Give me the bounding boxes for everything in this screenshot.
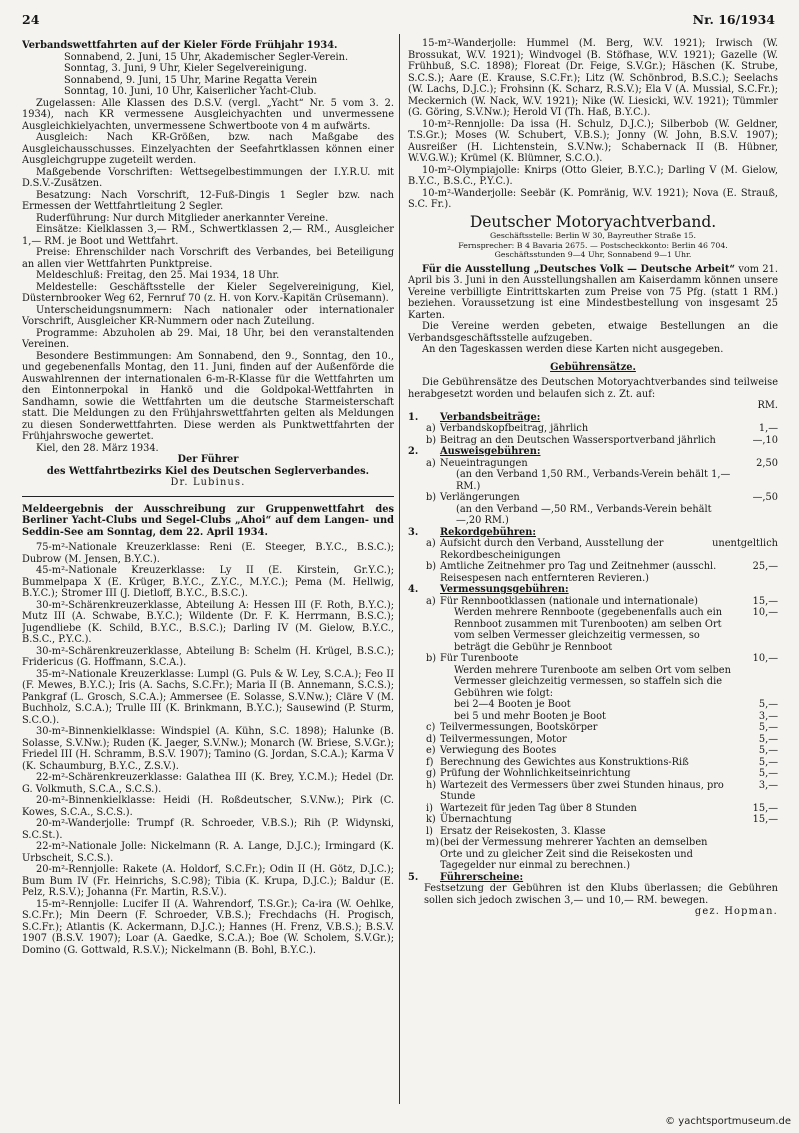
- fee-section-heading: [408, 446, 778, 458]
- fee-row: [408, 734, 778, 746]
- kiel-signature-title: Der Führer: [177, 454, 239, 465]
- results-class-entry: 15-m²-Rennjolle: Lucifer II (A. Wahrendorf, T.S.Gr.); Ca-ira (W. Oehlke, S.C.Fr.); Min Deern (F. Schroeder, V.B.S.); Frechdachs (H. Progisch, S.C.Fr.); Atlantis (K. Ackermann, D.J.C.); Hannes (H. Frenz, V.B.S.); B.S.V. 1907 (B.S.V. 1907); Loar (A. Gaedke, S.C.A.); Boe (W. Scholem, S.V.Gr.); Domino (G. Gottwald, R.S.V.); Nickelmann (B. Bohl, B.Y.C.).: [22, 898, 394, 956]
- fee-item-letter: f): [426, 756, 434, 768]
- expo-lead: Für die Ausstellung „Deutsches Volk — Deutsche Arbeit“: [422, 263, 736, 275]
- results-class-entry: 22-m²-Nationale Jolle: Nickelmann (R. A. Lange, D.J.C.); Irmingard (K. Urbscheit, S.C.S.).: [22, 841, 394, 864]
- fee-item-letter: b): [426, 492, 437, 503]
- fee-amount: unentgeltlich: [712, 538, 778, 549]
- results-class-entry: 20-m²-Wanderjolle: Trumpf (R. Schroeder, V.B.S.); Rih (P. Widynski, S.C.St.).: [22, 818, 394, 841]
- schedule-item: Sonntag, 10. Juni, 10 Uhr, Kaiserlicher Yacht-Club.: [64, 86, 317, 97]
- fee-item-letter: b): [426, 653, 437, 664]
- fee-item-letter: m): [426, 837, 440, 848]
- fee-description: (an den Verband —,50 RM., Verbands-Verein behält —,20 RM.): [456, 503, 712, 526]
- fee-amount: 25,—: [752, 561, 778, 572]
- fee-description: Teilvermessungen, Motor: [440, 733, 567, 745]
- fee-item-letter: g): [426, 768, 437, 779]
- fee-description: Rekordgebühren:: [440, 526, 537, 538]
- results-class-entry: 30-m²-Schärenkreuzerklasse, Abteilung A: Hessen III (F. Roth, B.Y.C.); Mutz III (A. Schwabe, B.Y.C.); Wildente (Dr. F. K. Herrmann, B.S.C.); Jugendliebe (K. Schild, B.Y.C., B.S.C.); Darling IV (M. Gielow, B.Y.C., B.S.C., P.Y.C.).: [22, 599, 394, 645]
- fee-item-letter: h): [426, 779, 437, 791]
- results-article: [22, 504, 394, 957]
- fee-row: [408, 826, 778, 838]
- kiel-paragraph: Preise: Ehrenschilder nach Vorschrift des Verbandes, bei Beteiligung an allen vier Wettfahrten Punktpreise.: [22, 247, 394, 270]
- fee-amount: 5,—: [758, 745, 778, 756]
- fee-description: (bei der Vermessung mehrerer Yachten an demselben Orte und zu gleicher Zeit sind die Reisekosten und Tagegelder nur einmal zu berechnen.): [440, 837, 708, 871]
- results-class-entry: 15-m²-Wanderjolle: Hummel (M. Berg, W.V. 1921); Irwisch (W. Brossukat, W.V. 1921); Windvogel (B. Stöfhase, W.V. 1921); Gazelle (W. Frühbuß, S.C. 1898); Floreat (Dr. Feige, S.V.Gr.); Häschen (K. Strube, S.C.S.); Aare (E. Krause, S.C.Fr.); Litz (W. Schönbrod, B.S.C.); Seelachs (W. Lachs, D.J.C.); Frohsinn (K. Scharz, R.S.V.); Ela V (A. Mussial, S.C.Fr.); Meckernich (W. Nack, W.V. 1921); Nike (W. Liesicki, W.V. 1921); Tümmler (G. Göring, S.V.Nw.); Herold VI (Th. Haß, B.Y.C.).: [408, 38, 778, 118]
- fee-section-heading: [408, 527, 778, 539]
- fee-amount: 15,—: [752, 595, 778, 607]
- fee-row: [408, 492, 778, 504]
- kiel-schedule: [22, 52, 394, 98]
- results-class-entry: 45-m²-Nationale Kreuzerklasse: Ly II (E. Kirstein, Gr.Y.C.); Bummelpapa X (E. Krüger, B.Y.C., Z.Y.C., M.Y.C.); Pema (M. Hellwig, B.Y.C.); Stromer III (J. Dietloff, B.Y.C., B.S.C.).: [22, 565, 394, 599]
- fee-amount: 10,—: [752, 653, 778, 664]
- fee-amount: 2,50: [756, 457, 778, 469]
- fee-description: Teilvermessungen, Bootskörper: [440, 722, 598, 733]
- fee-section-number: 4.: [408, 584, 419, 595]
- expo-paragraph: An den Tageskassen werden diese Karten nicht ausgegeben.: [422, 344, 724, 355]
- kiel-paragraph: Unterscheidungsnummern: Nach nationaler oder internationaler Vorschrift, Ausgleicher KR-Nummern oder nach Zuteilung.: [22, 304, 394, 327]
- fee-description: Verwiegung des Bootes: [440, 745, 557, 756]
- fees-currency: RM.: [757, 400, 778, 411]
- motoryacht-title: Deutscher Motoryachtverband.: [469, 212, 717, 231]
- fee-section-number: 3.: [408, 526, 419, 538]
- schedule-item: Sonntag, 3. Juni, 9 Uhr, Kieler Segelvereinigung.: [64, 63, 307, 74]
- fee-item-letter: k): [426, 814, 436, 825]
- fee-row: [408, 780, 778, 803]
- motoryacht-hours: Geschäftsstunden 9—4 Uhr, Sonnabend 9—1 Uhr.: [494, 250, 692, 259]
- fee-description: Werden mehrere Turenboote am selben Ort vom selben Vermesser gleichzeitig vermessen, so staffeln sich die Gebühren wie folgt:: [454, 664, 731, 699]
- fee-description: Ausweisgebühren:: [440, 446, 541, 457]
- fee-amount: 10,—: [752, 607, 778, 618]
- fee-row: [408, 745, 778, 757]
- fee-description: Vermessungsgebühren:: [440, 584, 569, 595]
- fee-item-letter: a): [426, 423, 436, 434]
- results-class-entry: 35-m²-Nationale Kreuzerklasse: Lumpl (G. Puls & W. Ley, S.C.A.); Feo II (F. Mewes, B.Y.C.); Iris (A. Sachs, S.C.Fr.); Maria II (B. Annemann, S.C.S.); Pankgraf (L. Grosch, S.C.A.); Ammersee (E. Solasse, S.V.Nw.); Cläre V (M. Buchholz, S.C.A.); Trulle III (K. Brinkmann, B.Y.C.); Sausewind (P. Sturm, S.C.O.).: [22, 668, 394, 726]
- results-class-entry: 10-m²-Olympiajolle: Knirps (Otto Gleier, B.Y.C.); Darling V (M. Gielow, B.Y.C., B.S.C., P.Y.C.).: [408, 164, 778, 187]
- kiel-paragraph: Ausgleich: Nach KR-Größen, bzw. nach Maßgabe des Ausgleichausschusses. Einzelyachten der Seefahrtklassen können einer Ausgleichgruppe zugeteilt werden.: [22, 132, 394, 166]
- fee-amount: 5,—: [758, 699, 778, 710]
- fee-description: Führerscheine:: [440, 871, 524, 883]
- fee-row: [408, 458, 778, 470]
- fee-amount: 15,—: [752, 814, 778, 825]
- results-class-entry: 20-m²-Binnenkielklasse: Heidi (H. Roßdeutscher, S.V.Nw.); Pirk (C. Kowes, S.C.A., S.C.S.).: [22, 795, 394, 818]
- fee-description: Übernachtung: [440, 814, 512, 825]
- fee-row: [408, 665, 778, 700]
- fee-amount: 5,—: [758, 756, 778, 768]
- fee-row: [408, 837, 778, 872]
- fee-description: Verbandsbeiträge:: [440, 411, 541, 423]
- kiel-signature-org: des Wettfahrtbezirks Kiel des Deutschen Seglerverbandes.: [46, 465, 370, 477]
- fee-amount: 3,—: [758, 779, 778, 791]
- fee-item-letter: a): [426, 595, 436, 607]
- fee-amount: 5,—: [758, 722, 778, 733]
- issue-number: Nr. 16/1934: [692, 12, 775, 27]
- fee-amount: 5,—: [758, 768, 778, 779]
- fee-item-letter: b): [426, 561, 437, 572]
- schedule-item: Sonnabend, 2. Juni, 15 Uhr, Akademischer Segler-Verein.: [64, 51, 349, 63]
- schedule-item: Sonnabend, 9. Juni, 15 Uhr, Marine Regatta Verein: [64, 74, 318, 86]
- motoryacht-address: Geschäftsstelle: Berlin W 30, Bayreuther Straße 15.: [490, 231, 696, 240]
- results-class-entry: 10-m²-Rennjolle: Da issa (H. Schulz, D.J.C.); Silberbob (W. Geldner, T.S.Gr.); Moses (W. Schubert, V.B.S.); Jonny (W. John, B.S.V. 1907); Ausreißer (H. Lichtenstein, S.V.Nw.); Schabernack II (B. Hübner, W.V.G.W.); Krümel (K. Blümner, S.C.O.).: [408, 118, 778, 164]
- kiel-paragraph: Meldestelle: Geschäftsstelle der Kieler Segelvereinigung, Kiel, Düsternbrooker Weg 62, Fernruf 70 (z. H. von Korv.-Kapitän Crüsemann).: [22, 281, 394, 304]
- fee-row: [408, 435, 778, 447]
- fee-row: [408, 423, 778, 435]
- fee-amount: 5,—: [758, 733, 778, 745]
- right-column: [408, 38, 778, 1100]
- fee-item-letter: b): [426, 434, 437, 446]
- fee-item-letter: d): [426, 733, 437, 745]
- fee-amount: 1,—: [758, 423, 778, 434]
- fee-description: (an den Verband 1,50 RM., Verbands-Verein behält 1,— RM.): [456, 469, 731, 492]
- fee-description: Für Turenboote: [440, 653, 519, 664]
- page-number: 24: [22, 12, 40, 27]
- fee-section-heading: [408, 872, 778, 884]
- fee-description: Verbandskopfbeitrag, jährlich: [440, 423, 589, 434]
- fee-row: [408, 803, 778, 815]
- fee-description: Beitrag an den Deutschen Wassersportverband jährlich: [440, 434, 716, 446]
- fee-row: [408, 607, 778, 653]
- fee-amount: —,10: [752, 434, 778, 446]
- kiel-signature-name: Dr. Lubinus.: [170, 477, 246, 488]
- fee-amount: 3,—: [758, 710, 778, 722]
- fees-title: Gebührensätze.: [550, 361, 636, 373]
- kiel-title: Verbandswettfahrten auf der Kieler Förde Frühjahr 1934.: [22, 40, 338, 51]
- fee-item-letter: l): [426, 825, 433, 837]
- kiel-paragraph: Zugelassen: Alle Klassen des D.S.V. (vergl. „Yacht“ Nr. 5 vom 3. 2. 1934), nach KR vermessene Ausgleichyachten und unvermessene Ausgleichkielyachten, unvermessene Schwertboote von 4 m aufwärts.: [22, 97, 394, 132]
- fee-row: [408, 814, 778, 826]
- fees-intro: Die Gebührensätze des Deutschen Motoryachtverbandes sind teilweise herabgesetzt worden und belaufen sich z. Zt. auf:: [408, 377, 778, 400]
- fee-description: Amtliche Zeitnehmer pro Tag und Zeitnehmer (ausschl. Reisespesen nach entfernteren Revieren.): [440, 561, 717, 584]
- results-title: Meldeergebnis der Ausschreibung zur Gruppenwettfahrt des Berliner Yacht-Clubs und Segel-Clubs „Ahoi“ auf dem Langen- und Seddin-See am Sonntag, dem 22. April 1934.: [22, 503, 394, 538]
- kiel-paragraph: Programme: Abzuholen ab 29. Mai, 18 Uhr, bei den veranstaltenden Vereinen.: [22, 327, 394, 350]
- kiel-paragraph: Besondere Bestimmungen: Am Sonnabend, den 9., Sonntag, den 10., und gegebenenfalls Montag, den 11. Juni, finden auf der Außenförde die Auswahlrennen der internationalen 6-m-R-Klasse für die Wettfahrten um den Eintonnerpokal in Hankö und die Goldpokal-Wettfahrten in Sandhamn, sowie die Wettfahrten um die deutsche Starmeisterschaft statt. Die Meldungen zu den Frühjahrswettfahrten gelten als Meldungen zu diesen Sonderwettfahrten. Diese werden als Punktwettfahrten der Frühjahrswoche gewertet.: [22, 350, 394, 442]
- results-class-entry: 10-m²-Wanderjolle: Seebär (K. Pomränig, W.V. 1921); Nova (E. Strauß, S.C. Fr.).: [408, 187, 778, 210]
- results-class-entry: 75-m²-Nationale Kreuzerklasse: Reni (E. Steeger, B.Y.C., B.S.C.); Dubrow (M. Jensen, B.Y.C.).: [22, 542, 394, 565]
- fee-description: Verlängerungen: [440, 492, 520, 503]
- fee-row: [408, 504, 778, 527]
- fee-description: Neueintragungen: [440, 457, 528, 469]
- column-divider: [399, 34, 400, 1104]
- kiel-paragraph: Einsätze: Kielklassen 3,— RM., Schwertklassen 2,— RM., Ausgleicher 1,— RM. je Boot und Wettfahrt.: [22, 224, 394, 247]
- fee-row: [408, 722, 778, 734]
- motoryacht-phone: Fernsprecher: B 4 Bavaria 2675. — Postscheckkonto: Berlin 46 704.: [458, 240, 728, 250]
- fee-row: [408, 653, 778, 665]
- expo-paragraph: Die Vereine werden gebeten, etwaige Bestellungen an die Verbandsgeschäftsstelle aufzugeben.: [408, 321, 778, 344]
- results-class-entry: 22-m²-Schärenkreuzerklasse: Galathea III (K. Brey, Y.C.M.); Hedel (Dr. G. Volkmuth, S.C.A., S.C.S.).: [22, 772, 394, 795]
- fee-row: [408, 596, 778, 608]
- fee-row: [408, 699, 778, 711]
- fee-item-letter: i): [426, 802, 433, 814]
- fee-section-number: 1.: [408, 411, 419, 423]
- fee-description: Berechnung des Gewichtes aus Konstruktions-Riß: [440, 756, 689, 768]
- fee-description: Für Rennbootklassen (nationale und internationale): [440, 595, 698, 607]
- museum-credit: © yachtsportmuseum.de: [665, 1116, 791, 1127]
- motoryacht-signature: gez. Hopman.: [694, 906, 778, 917]
- kiel-date: Kiel, den 28. März 1934.: [36, 442, 159, 454]
- fee-section-number: 5.: [408, 871, 419, 883]
- fee-list: [408, 412, 778, 884]
- fee-row: [408, 711, 778, 723]
- fee-row: [408, 561, 778, 584]
- results-class-entry: 30-m²-Binnenkielklasse: Windspiel (A. Kühn, S.C. 1898); Halunke (B. Solasse, S.V.Nw.); Ruden (K. Jaeger, S.V.Nw.); Monarch (W. Briese, S.V.Gr.); Friedel III (H. Schramm, B.S.V. 1907); Tamino (G. Jordan, S.C.A.); Karma V (K. Schaumburg, B.Y.C., Z.S.V.).: [22, 726, 394, 772]
- fee-description: Wartezeit des Vermessers über zwei Stunden hinaus, pro Stunde: [440, 779, 724, 802]
- fee-row: [408, 757, 778, 769]
- fee-item-letter: c): [426, 722, 436, 733]
- fee-description: bei 2—4 Booten je Boot: [454, 699, 571, 710]
- fee-description: Prüfung der Wohnlichkeitseinrichtung: [440, 768, 631, 779]
- fee-row: [408, 768, 778, 780]
- left-column: [22, 40, 394, 1100]
- fee-section-heading: [408, 584, 778, 596]
- results-class-entry: 20-m²-Rennjolle: Rakete (A. Holdorf, S.C.Fr.); Odin II (H. Götz, D.J.C.); Bum Bum IV (Fr. Heinrichs, S.C.98); Tibia (K. Krupa, D.J.C.); Baldur (E. Pelz, R.S.V.); Johanna (Fr. Martin, R.S.V.).: [22, 864, 394, 898]
- fee-description: Ersatz der Reisekosten, 3. Klasse: [440, 825, 606, 837]
- fee-description: Werden mehrere Rennboote (gegebenenfalls auch ein Rennboot zusammen mit Turenbooten) am selben Ort vom selben Vermesser gleichzeitig vermessen, so beträgt die Gebühr je Rennboot: [454, 607, 723, 653]
- fee-row: [408, 469, 778, 492]
- kiel-paragraph: Maßgebende Vorschriften: Wettsegelbestimmungen der I.Y.R.U. mit D.S.V.-Zusätzen.: [22, 166, 394, 189]
- expo-paragraph: [408, 264, 778, 322]
- fee-item-letter: a): [426, 538, 436, 549]
- kiel-regatta-article: [22, 40, 394, 489]
- results-class-entry: 30-m²-Schärenkreuzerklasse, Abteilung B: Schelm (H. Krügel, B.S.C.); Fridericus (G. Hoffmann, S.C.A.).: [22, 645, 394, 668]
- fee-amount: —,50: [752, 492, 778, 503]
- fee-section-number: 2.: [408, 446, 419, 457]
- fee-description: Wartezeit für jeden Tag über 8 Stunden: [440, 802, 637, 814]
- kiel-paragraph: Besatzung: Nach Vorschrift, 12-Fuß-Dingis 1 Segler bzw. nach Ermessen der Wettfahrtleitung 2 Segler.: [22, 189, 394, 212]
- fee-row: [408, 538, 778, 561]
- kiel-paragraph: Ruderführung: Nur durch Mitglieder anerkannter Vereine.: [36, 212, 329, 224]
- fee-amount: 15,—: [752, 802, 778, 814]
- motoryacht-article: [408, 212, 778, 918]
- fee-description: bei 5 und mehr Booten je Boot: [454, 710, 606, 722]
- fee-item-letter: e): [426, 745, 436, 756]
- section-rule: [22, 496, 394, 497]
- fee-item-letter: a): [426, 457, 436, 469]
- fee-description: Aufsicht durch den Verband, Ausstellung der Rekordbescheinigungen: [440, 538, 664, 561]
- fees-closing: Festsetzung der Gebühren ist den Klubs überlassen; die Gebühren sollen sich jedoch zwischen 3,— und 10,— RM. bewegen.: [424, 883, 778, 906]
- expo-text: vom 21. April bis 3. Juni in den Ausstellungshallen am Kaiserdamm können unsere Vereine verbilligte Eintrittskarten zum Preise von 75 Pfg. (statt 1 RM.) beziehen. Voraussetzung ist eine Mindestbestellung von insgesamt 25 Karten.: [408, 263, 778, 321]
- kiel-paragraph: Meldeschluß: Freitag, den 25. Mai 1934, 18 Uhr.: [36, 270, 280, 281]
- fee-section-heading: [408, 412, 778, 424]
